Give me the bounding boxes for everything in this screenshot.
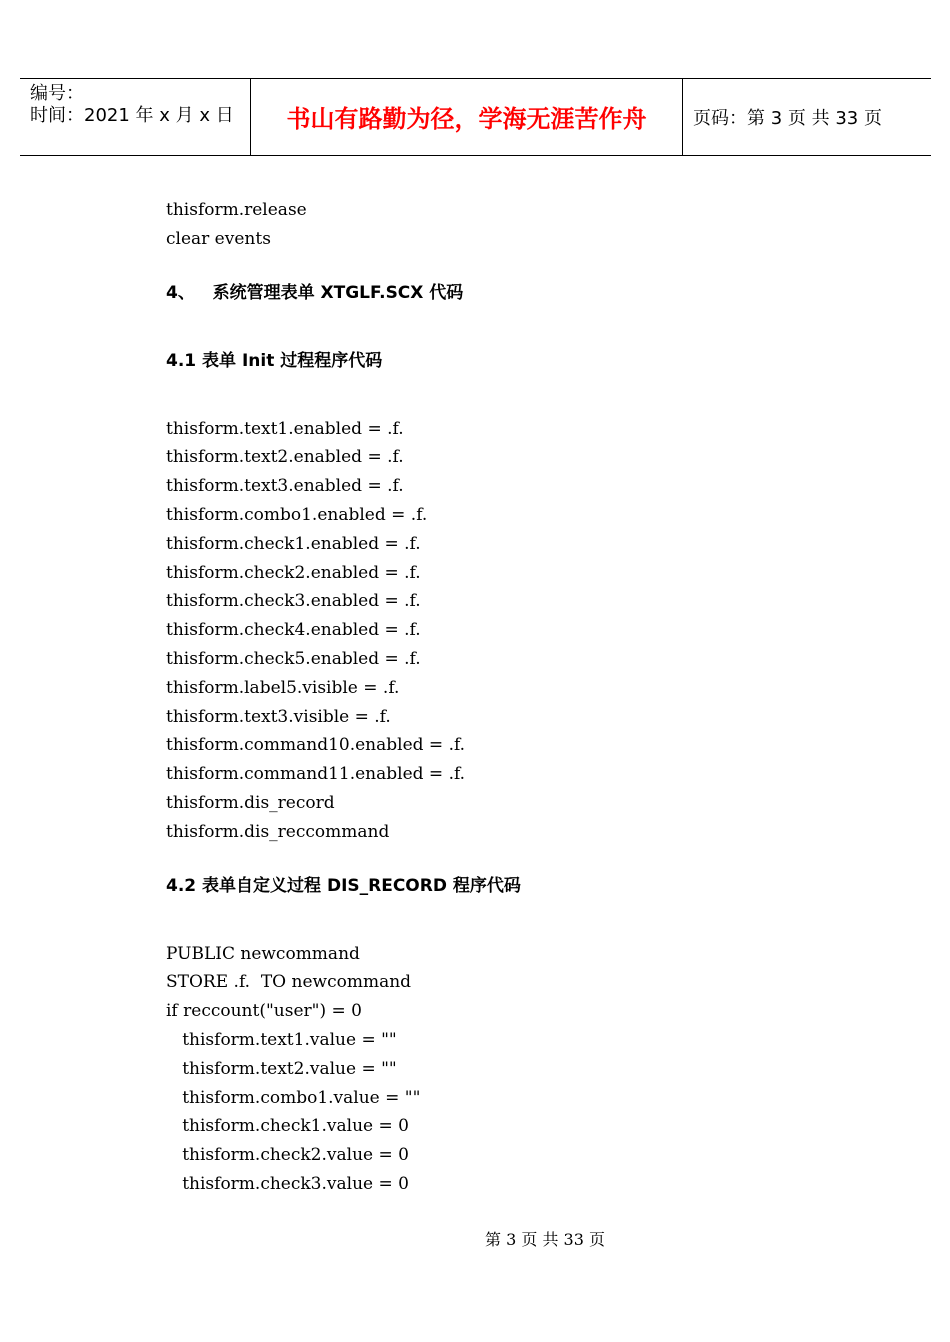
motto-text: 书山有路勤为径，学海无涯苦作舟: [286, 105, 647, 133]
code-line: thisform.check1.enabled = .f.: [166, 533, 421, 554]
code-line: thisform.check3.value = 0: [166, 1173, 409, 1194]
section-heading-4: 4、 系统管理表单 XTGLF.SCX 代码: [166, 282, 464, 303]
code-line: thisform.combo1.value = "": [166, 1087, 421, 1108]
code-line: thisform.release: [166, 200, 307, 220]
code-line: thisform.check5.enabled = .f.: [166, 648, 421, 669]
code-line: thisform.text2.value = "": [166, 1058, 397, 1079]
code-line: thisform.dis_record: [166, 792, 335, 813]
code-line: clear events: [166, 228, 271, 249]
page-header: [20, 78, 931, 156]
code-line: thisform.text1.enabled = .f.: [166, 418, 404, 439]
code-block-dis-record: [166, 940, 886, 1199]
page-info: 页码：第 3 页 共 33 页: [693, 108, 882, 129]
code-line: thisform.text3.visible = .f.: [166, 706, 391, 727]
code-line: thisform.check1.value = 0: [166, 1116, 409, 1137]
code-line: thisform.check2.enabled = .f.: [166, 562, 421, 583]
code-line: thisform.text1.value = "": [166, 1029, 397, 1050]
code-line: thisform.command10.enabled = .f.: [166, 735, 466, 756]
code-line: thisform.check2.value = 0: [166, 1145, 409, 1166]
code-line: thisform.check4.enabled = .f.: [166, 620, 421, 641]
code-line: thisform.text3.enabled = .f.: [166, 476, 404, 497]
code-line: thisform.command11.enabled = .f.: [166, 764, 466, 785]
code-block-init: [166, 415, 886, 847]
number-label: 编号：: [30, 83, 84, 104]
document-body: [166, 196, 886, 1199]
section-heading-4-1: 4.1 表单 Init 过程程序代码: [166, 350, 383, 371]
code-line: thisform.combo1.enabled = .f.: [166, 504, 428, 525]
section-heading-4-2: 4.2 表单自定义过程 DIS_RECORD 程序代码: [166, 875, 521, 896]
code-line: if reccount("user") = 0: [166, 1001, 362, 1022]
time-label: 时间：2021 年 x 月 x 日: [30, 105, 234, 126]
page-footer: 第 3 页 共 33 页: [485, 1230, 605, 1249]
code-line: thisform.text2.enabled = .f.: [166, 447, 404, 468]
code-line: STORE .f. TO newcommand: [166, 972, 412, 993]
header-right-cell: [683, 79, 931, 155]
code-block-release: [166, 196, 886, 254]
header-left-cell: [20, 79, 251, 155]
header-middle-cell: [251, 79, 683, 155]
code-line: thisform.dis_reccommand: [166, 821, 390, 842]
code-line: thisform.label5.visible = .f.: [166, 677, 400, 698]
code-line: PUBLIC newcommand: [166, 943, 360, 964]
code-line: thisform.check3.enabled = .f.: [166, 591, 421, 612]
